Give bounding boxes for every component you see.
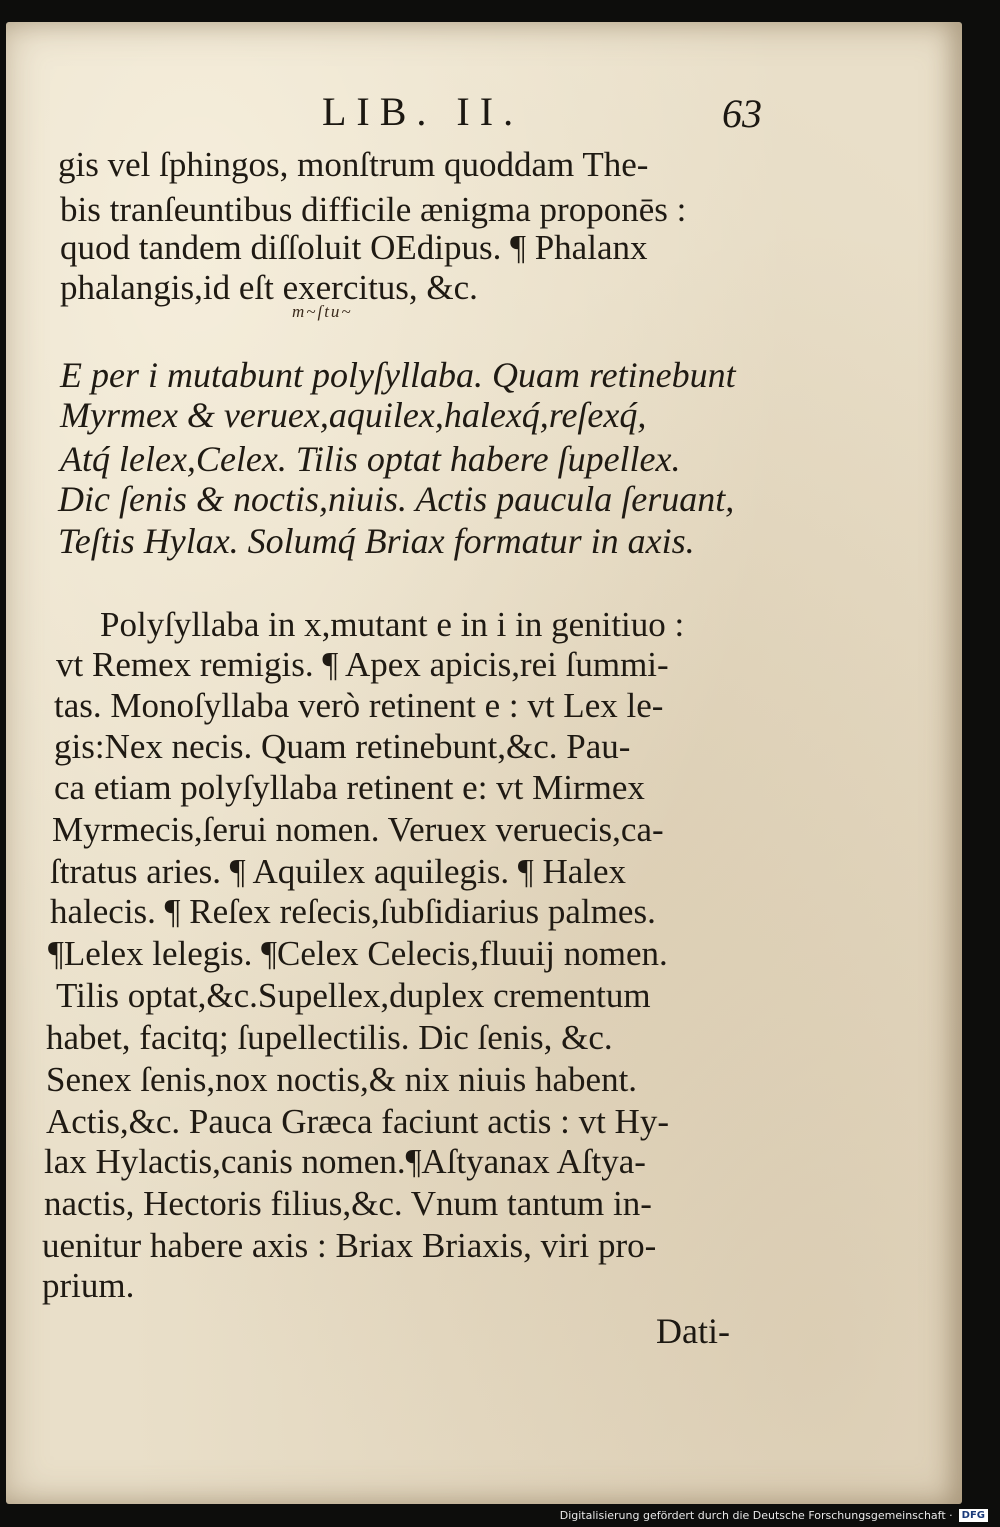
commentary-line: lax Hylactis,canis nomen.¶Aſtyanax Aſtya- bbox=[44, 1142, 646, 1181]
commentary-line: ca etiam polyſyllaba retinent e: vt Mirmex bbox=[54, 768, 645, 807]
commentary-line: gis:Nex necis. Quam retinebunt,&c. Pau- bbox=[54, 727, 631, 766]
commentary-line: habet, facitq; ſupellectilis. Dic ſenis, &c. bbox=[46, 1018, 613, 1057]
commentary-line: Senex ſenis,nox noctis,& nix niuis habent. bbox=[46, 1060, 638, 1099]
credit-text: Digitalisierung gefördert durch die Deutsche Forschungsgemeinschaft · bbox=[559, 1509, 953, 1522]
commentary-line: halecis. ¶ Reſex reſecis,ſubſidiarius palmes. bbox=[50, 892, 656, 931]
commentary-line: Tilis optat,&c.Supellex,duplex crementum bbox=[56, 976, 651, 1015]
commentary-line: ſtratus aries. ¶ Aquilex aquilegis. ¶ Halex bbox=[50, 852, 627, 891]
catchword: Dati- bbox=[656, 1311, 730, 1351]
text-line: phalangis,id eſt exercitus, &c. bbox=[60, 268, 478, 307]
commentary-line: Actis,&c. Pauca Græca faciunt actis : vt Hy- bbox=[46, 1102, 669, 1141]
verse-line: Atq́ lelex,Celex. Tilis optat habere ſupellex. bbox=[60, 439, 681, 479]
commentary-line: nactis, Hectoris filius,&c. Vnum tantum in- bbox=[44, 1184, 652, 1223]
commentary-line: tas. Monoſyllaba verò retinent e : vt Lex le- bbox=[54, 686, 664, 725]
dfg-logo: DFG bbox=[959, 1509, 988, 1522]
page-number: 63 bbox=[722, 91, 762, 136]
commentary-line: Polyſyllaba in x,mutant e in i in genitiuo : bbox=[100, 605, 685, 644]
handwritten-annotation: m~ſtu~ bbox=[292, 302, 353, 321]
text-line: gis vel ſphingos, monſtrum quoddam The- bbox=[58, 145, 649, 184]
commentary-line: vt Remex remigis. ¶ Apex apicis,rei ſummi- bbox=[56, 645, 669, 684]
text-line: quod tandem diſſoluit OEdipus. ¶ Phalanx bbox=[60, 228, 648, 267]
verse-line: Dic ſenis & noctis,niuis. Actis paucula ſeruant, bbox=[58, 479, 735, 519]
verse-line: E per i mutabunt polyſyllaba. Quam retinebunt bbox=[60, 355, 736, 395]
running-head: LIB. II. bbox=[322, 89, 524, 134]
verse-line: Teſtis Hylax. Solumq́ Briax formatur in axis. bbox=[58, 521, 695, 561]
text-line: bis tranſeuntibus difficile ænigma proponēs : bbox=[60, 190, 687, 229]
commentary-line: ¶Lelex lelegis. ¶Celex Celecis,fluuij nomen. bbox=[48, 934, 668, 973]
commentary-line: Myrmecis,ſerui nomen. Veruex veruecis,ca- bbox=[52, 810, 664, 849]
verse-line: Myrmex & veruex,aquilex,halexq́,reſexq́, bbox=[60, 395, 647, 435]
digitization-credit bbox=[560, 1509, 988, 1522]
commentary-line: prium. bbox=[42, 1266, 135, 1305]
commentary-line: uenitur habere axis : Briax Briaxis, viri pro- bbox=[42, 1226, 657, 1265]
